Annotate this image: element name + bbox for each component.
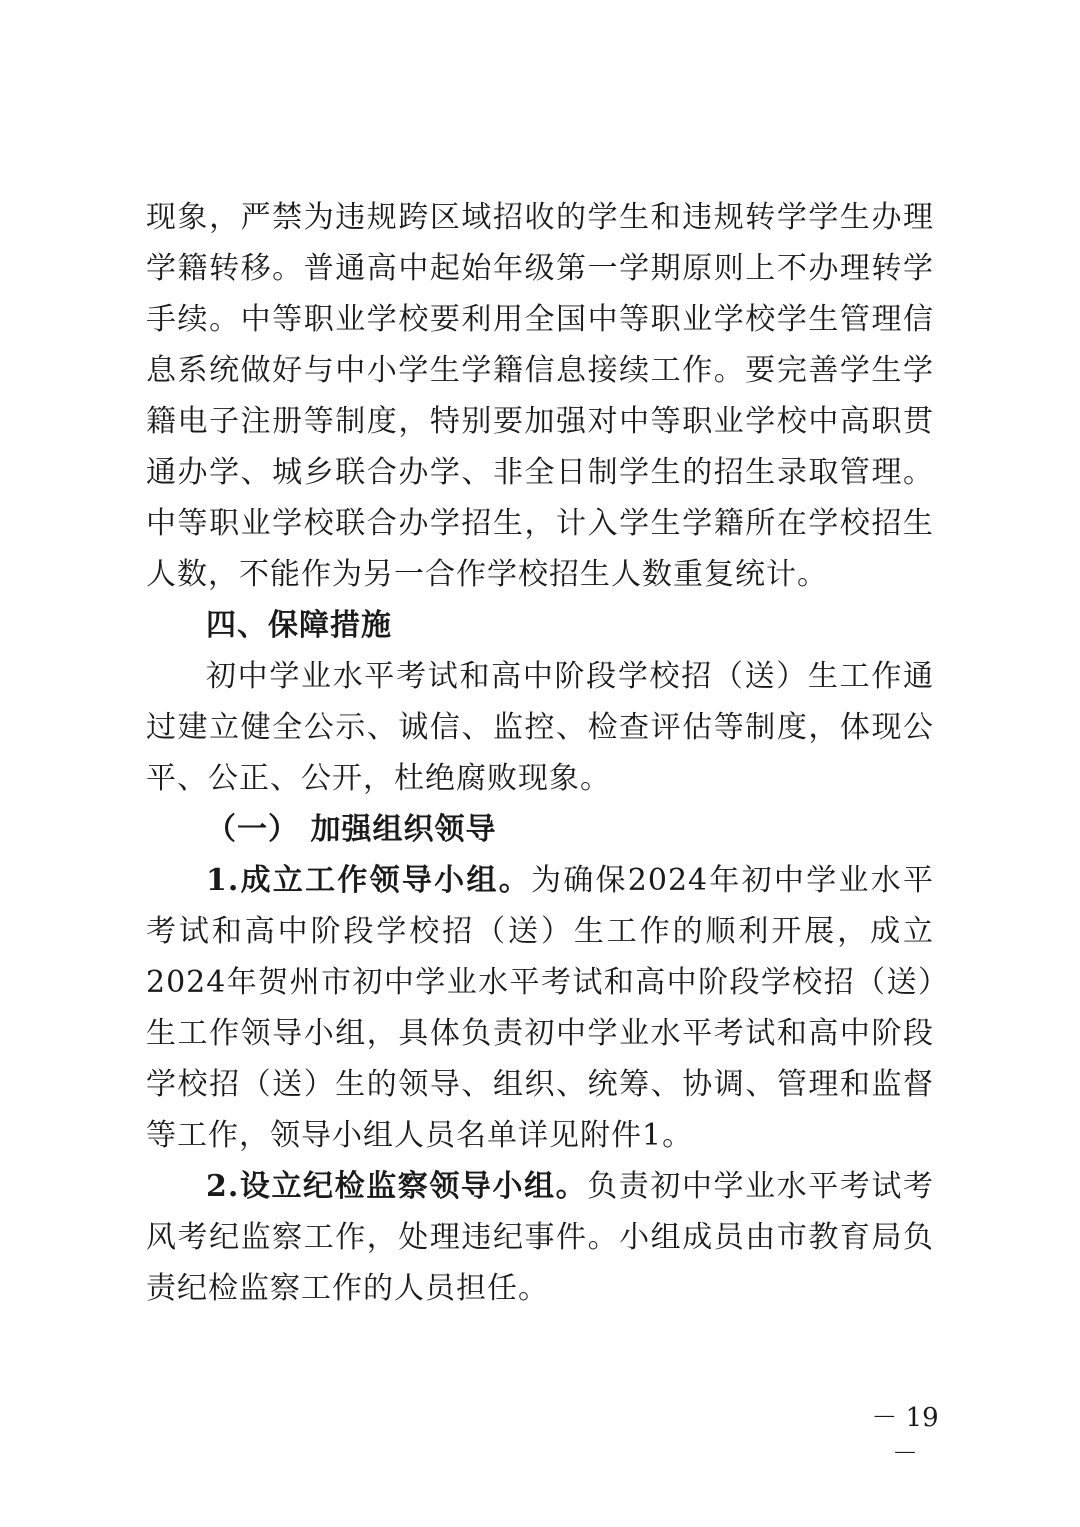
paragraph-student-registry: 现象，严禁为违规跨区域招收的学生和违规转学学生办理学籍转移。普通高中起始年级第一学期原则上不办理转学手续。中等职业学校要利用全国中等职业学校学生管理信息系统做好与中小学生学籍信息接续工作。要完善学生学籍电子注册等制度，特别要加强对中等职业学校中高职贯通办学、城乡联合办学、非全日制学生的招生录取管理。中等职业学校联合办学招生，计入学生学籍所在学校招生人数，不能作为另一合作学校招生人数重复统计。 — [146, 200, 934, 592]
subsection-heading-leadership: （一） 加强组织领导 — [206, 812, 497, 847]
item-2-lead: 2.设立纪检监察领导小组。 — [206, 1169, 588, 1204]
paragraph-item-1 — [146, 855, 934, 1161]
section-heading-safeguards: 四、保障措施 — [206, 608, 392, 643]
item-2-text: 负责初中学业水平考试考风考纪监察工作，处理违纪事件。小组成员由市教育局负责纪检监察工作的人员担任。 — [146, 1169, 934, 1306]
paragraph-safeguards-intro: 初中学业水平考试和高中阶段学校招（送）生工作通过建立健全公示、诚信、监控、检查评估等制度，体现公平、公正、公开，杜绝腐败现象。 — [146, 659, 934, 796]
item-1-lead: 1.成立工作领导小组。 — [206, 863, 531, 898]
page-number: － 19 － — [871, 1403, 939, 1469]
item-1-text: 为确保2024年初中学业水平考试和高中阶段学校招（送）生工作的顺利开展，成立2024年贺州市初中学业水平考试和高中阶段学校招（送）生工作领导小组，具体负责初中学业水平考试和高中阶段学校招（送）生的领导、组织、统筹、协调、管理和监督等工作，领导小组人员名单详见附件1。 — [146, 863, 934, 1153]
document-body — [146, 192, 934, 1314]
paragraph-item-2 — [146, 1161, 934, 1314]
